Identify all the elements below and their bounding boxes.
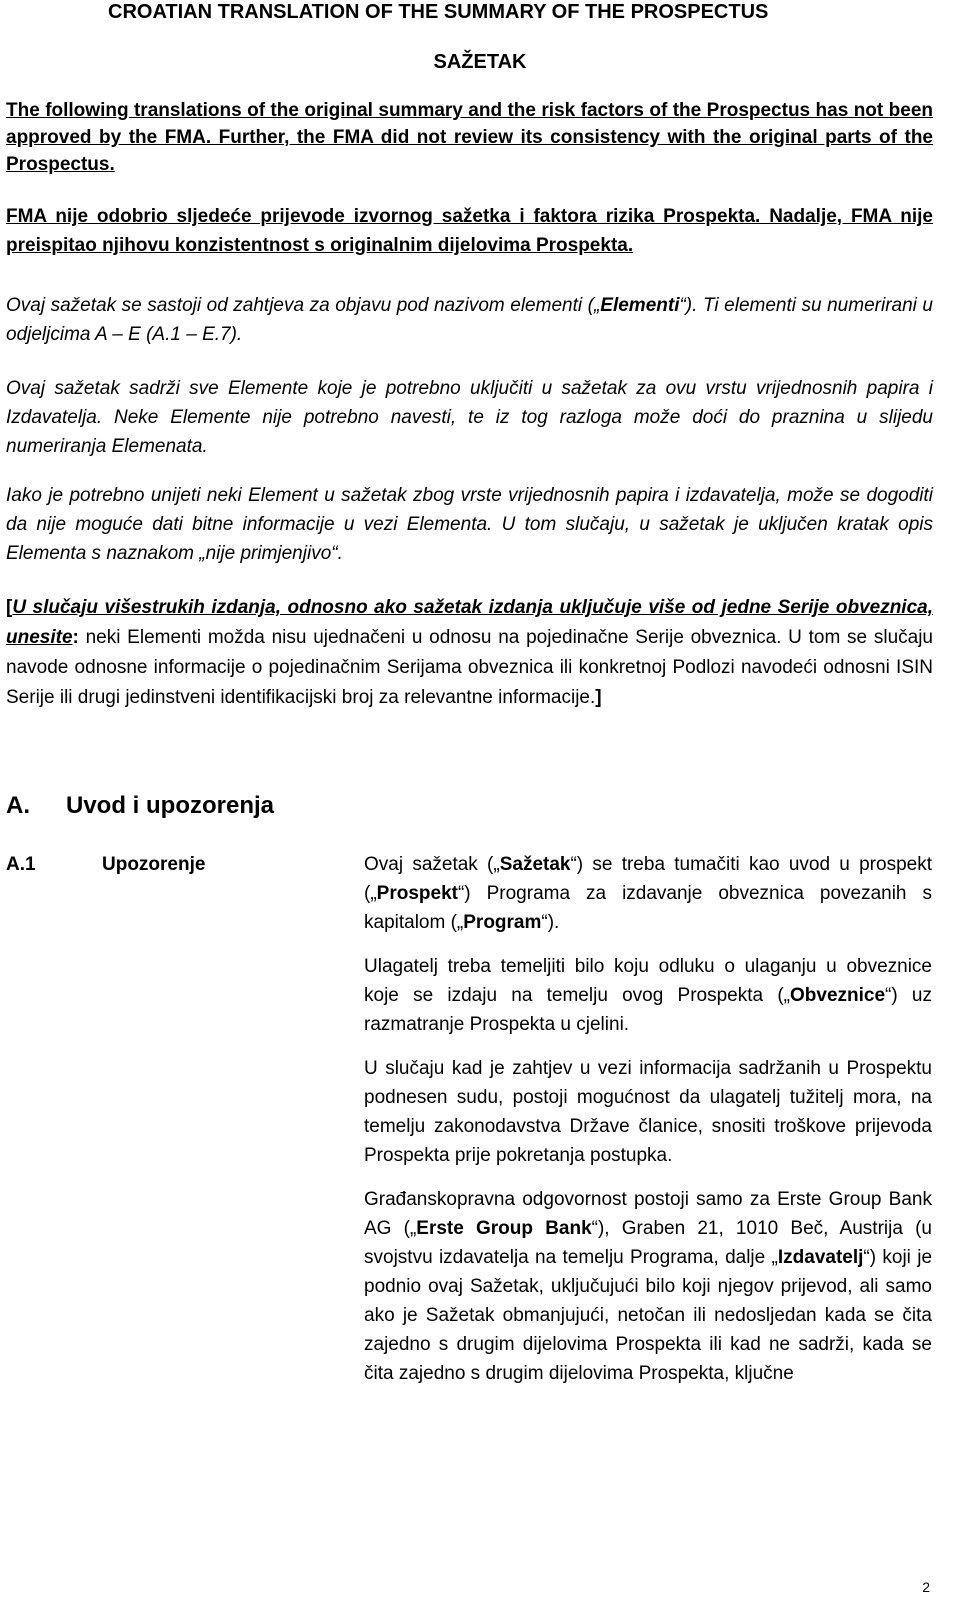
defined-term-prospekt: Prospekt <box>376 883 458 904</box>
intro-paragraph-2: Ovaj sažetak sadrži sve Elemente koje je potrebno uključiti u sažetak za ovu vrstu vrijednosnih papira i Izdavatelja. Neke Elemente nije potrebno navesti, te iz tog razloga može doći do praznina u slijedu numeriranja Elemenata. <box>6 378 933 457</box>
croatian-notice <box>6 202 933 260</box>
text-run: “). <box>541 912 560 933</box>
element-body <box>364 850 932 1403</box>
text-run: “) Programa za izdavanje obveznica povezanih s kapitalom („ <box>364 883 932 933</box>
text-run: “) uz razmatranje Prospekta u cjelini. <box>364 985 933 1035</box>
defined-term-izdavatelj: Izdavatelj <box>777 1247 864 1268</box>
series-colon: : <box>72 627 79 648</box>
series-lead: U slučaju višestrukih izdanja, odnosno ako sažetak izdanja uključuje više od jedne Serije obveznica, unesite <box>6 597 933 648</box>
intro-p1-bold: Elementi <box>600 295 680 316</box>
defined-term-obveznice: Obveznice <box>790 985 886 1006</box>
element-number: A.1 <box>6 854 36 875</box>
croatian-notice-text: FMA nije odobrio sljedeće prijevode izvornog sažetka i faktora rizika Prospekta. Nadalje, FMA nije preispitao njihovu konzistentnost s originalnim dijelovima Prospekta. <box>6 206 933 256</box>
text-run: “), Graben 21, 1010 Beč, Austrija (u svojstvu izdavatelja na temelju Programa, dalje „ <box>364 1218 932 1268</box>
defined-term-program: Program <box>463 912 542 933</box>
text-run: “) koji je podnio ovaj Sažetak, uključujući bilo koji njegov prijevod, ali samo ako je Sažetak obmanjujući, netočan ili nedosljedan kada se čita zajedno s drugim dijelovima Prospekta ili kad ne sadrži, kada se čita zajedno s drugim dijelovima Prospekta, ključne <box>364 1247 933 1384</box>
element-label: Upozorenje <box>102 854 206 875</box>
summary-title: SAŽETAK <box>433 51 527 73</box>
text-run: “) se treba tumačiti kao uvod u prospekt („ <box>364 854 932 904</box>
document-title: CROATIAN TRANSLATION OF THE SUMMARY OF THE PROSPECTUS <box>108 1 769 23</box>
english-notice-text: The following translations of the original summary and the risk factors of the Prospectus has not been approved by the FMA. Further, the FMA did not review its consistency with the original parts of the Prospectus. <box>6 100 933 175</box>
defined-term-sazetak: Sažetak <box>499 854 571 875</box>
intro-paragraph-3: Iako je potrebno unijeti neki Element u sažetak zbog vrste vrijednosnih papira i izdavatelja, može se dogoditi da nije moguće dati bitne informacije u vezi Elementa. U tom slučaju, u sažetak je uključen kratak opis Elementa s naznakom „nije primjenjivo“. <box>6 485 933 564</box>
series-bracket-close: ] <box>595 687 602 708</box>
section-a-title: Uvod i upozorenja <box>66 792 275 819</box>
element-paragraph-2 <box>364 952 932 1039</box>
series-bracket-open: [ <box>6 597 13 618</box>
section-a-heading <box>6 790 274 822</box>
element-paragraph-1 <box>364 850 932 937</box>
text-run: Ulagatelj treba temeljiti bilo koju odluku o ulaganju u obveznice koje se izdaju na temelju ovog Prospekta („ <box>364 956 932 1006</box>
text-run: Ovaj sažetak („ <box>364 854 500 875</box>
text-run: Građanskopravna odgovornost postoji samo za Erste Group Bank AG („ <box>364 1189 932 1239</box>
series-body: neki Elementi možda nisu ujednačeni u odnosu na pojedinačne Serije obveznica. U tom se slučaju navode odnosne informacije o pojedinačnim Serijama obveznica ili konkretnoj Podlozi navodeći odnosni ISIN Serije ili drugi jedinstveni identifikacijski broj za relevantne informacije. <box>6 627 933 708</box>
page-number: 2 <box>922 1579 930 1595</box>
series-note <box>6 593 933 713</box>
intro-p1-before: Ovaj sažetak se sastoji od zahtjeva za objavu pod nazivom elementi („ <box>6 295 601 316</box>
defined-term-erste-group-bank: Erste Group Bank <box>416 1218 592 1239</box>
english-notice <box>6 97 933 178</box>
element-paragraph-4 <box>364 1185 932 1388</box>
intro-paragraph-1 <box>6 291 933 349</box>
intro-p1-after: “). Ti elementi su numerirani u odjeljcima A – E (A.1 – E.7). <box>6 295 933 345</box>
section-a-number: A. <box>6 792 30 819</box>
element-paragraph-3: U slučaju kad je zahtjev u vezi informacija sadržanih u Prospektu podnesen sudu, postoji mogućnost da ulagatelj tužitelj mora, na temelju zakonodavstva Države članice, snositi troškove prijevoda Prospekta prije pokretanja postupka. <box>364 1058 932 1166</box>
